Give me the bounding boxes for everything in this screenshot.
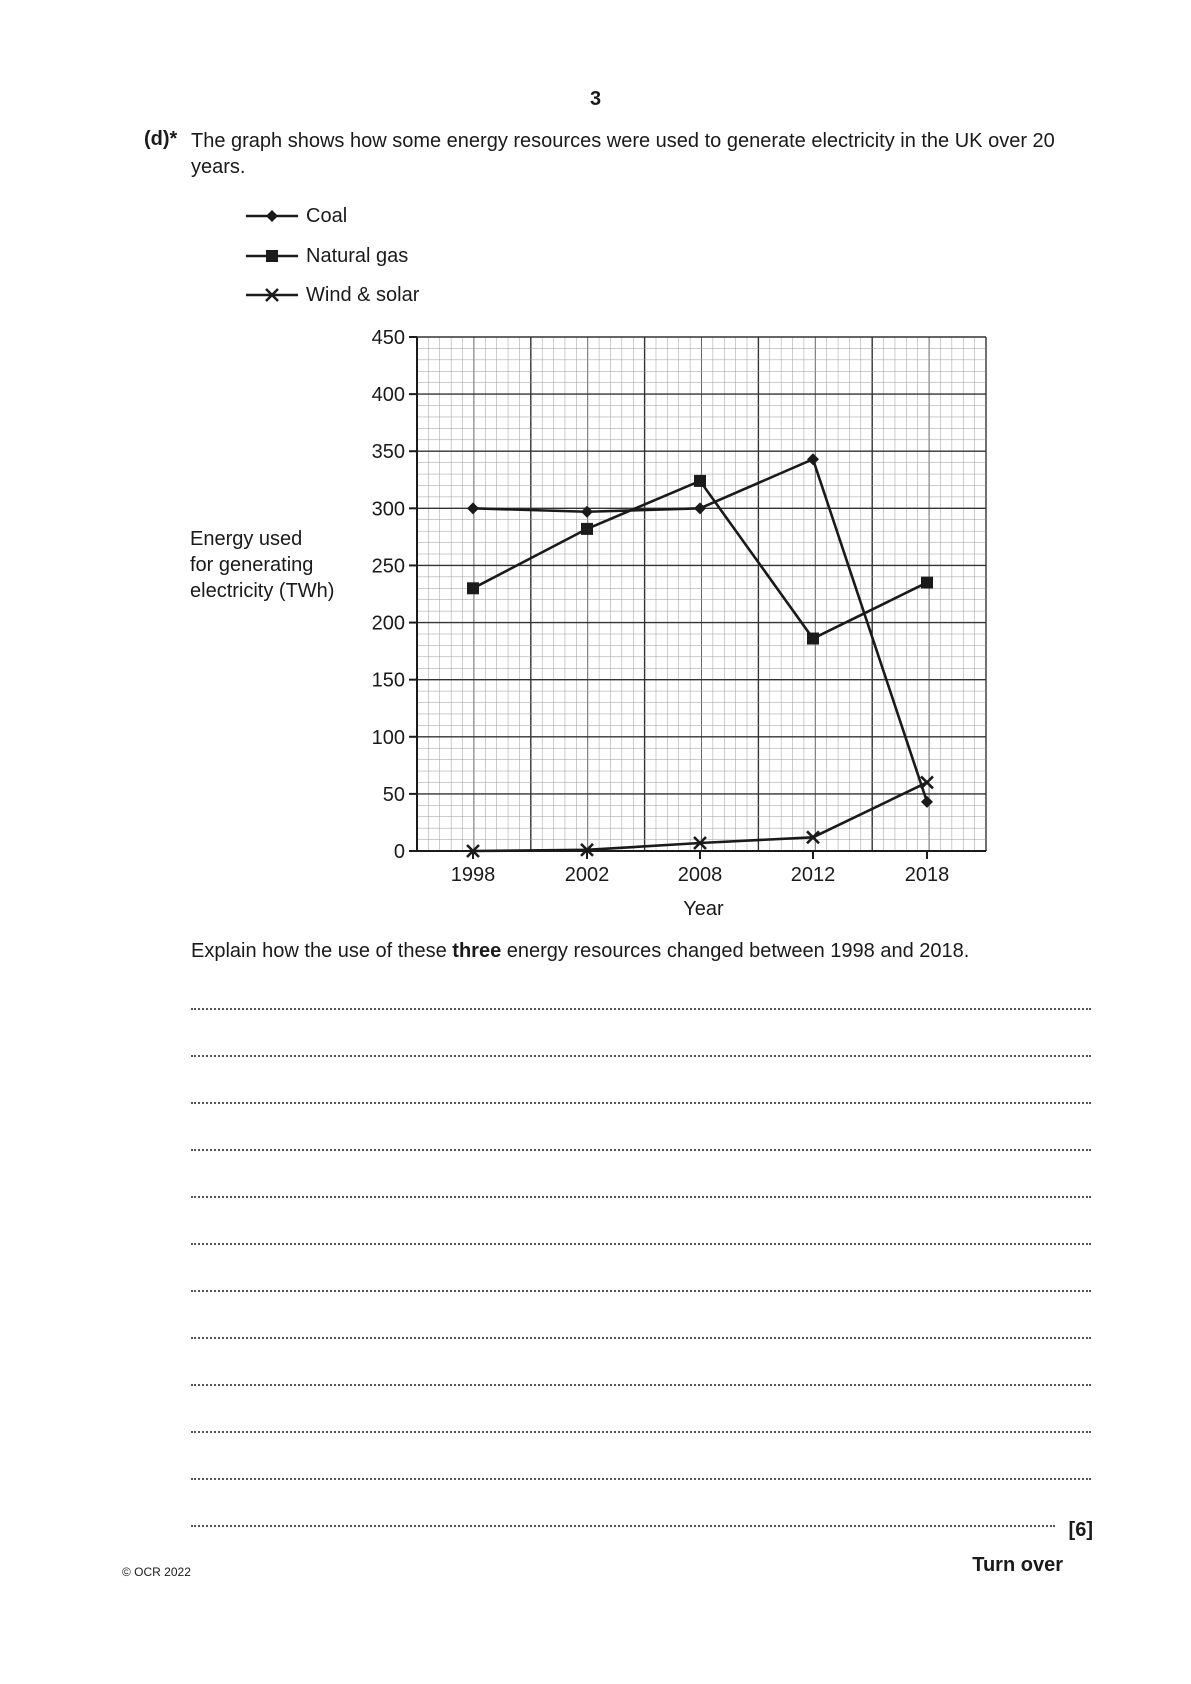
answer-line[interactable]: [191, 1337, 1091, 1339]
y-tick-label: 300: [371, 498, 405, 521]
answer-line[interactable]: [191, 1384, 1091, 1386]
point-natural-gas: [694, 475, 706, 487]
y-axis-label-line: Energy used: [190, 528, 303, 550]
answer-line[interactable]: [191, 1243, 1091, 1245]
y-tick-label: 100: [371, 726, 405, 749]
instruction-text-end: energy resources changed between 1998 and 2018.: [501, 940, 970, 962]
point-natural-gas: [921, 577, 933, 589]
turn-over-label: Turn over: [972, 1554, 1063, 1576]
x-tick-label: 2012: [790, 864, 836, 886]
point-coal: [467, 502, 479, 514]
y-tick-label: 250: [371, 555, 405, 578]
answer-line[interactable]: [191, 1055, 1091, 1057]
answer-line[interactable]: [191, 1525, 1055, 1527]
y-tick-label: 0: [393, 841, 405, 863]
legend-label: Wind & solar: [306, 283, 420, 306]
y-tick-label: 400: [371, 384, 405, 407]
legend-label: Coal: [306, 204, 348, 227]
question-label: (d)*: [144, 128, 178, 150]
answer-line[interactable]: [191, 1290, 1091, 1292]
point-natural-gas: [581, 523, 593, 535]
chart-grid: [417, 337, 986, 851]
answer-line[interactable]: [191, 1196, 1091, 1198]
copyright-notice: © OCR 2022: [122, 1565, 191, 1579]
answer-line[interactable]: [191, 1431, 1091, 1433]
answer-line[interactable]: [191, 1478, 1091, 1480]
answer-line[interactable]: [191, 1149, 1091, 1151]
x-tick-label: 2018: [904, 864, 950, 886]
x-tick-label: 2002: [564, 864, 610, 886]
instruction-text: [191, 940, 1091, 963]
point-coal: [921, 796, 933, 808]
instruction-text-start: Explain how the use of these: [191, 940, 453, 962]
y-axis-label-line: electricity (TWh): [190, 580, 335, 602]
answer-line[interactable]: [191, 1008, 1091, 1010]
x-tick-label: 2008: [677, 864, 723, 886]
y-tick-label: 50: [382, 783, 405, 806]
y-axis-label-line: for generating: [190, 554, 314, 576]
point-coal: [581, 506, 593, 518]
point-coal: [807, 453, 819, 465]
point-natural-gas: [467, 582, 479, 594]
x-axis-label: Year: [683, 898, 724, 920]
y-tick-label: 150: [371, 669, 405, 692]
y-tick-label: 200: [371, 612, 405, 635]
answer-line[interactable]: [191, 1102, 1091, 1104]
point-natural-gas: [807, 633, 819, 645]
instruction-emphasis: three: [452, 940, 502, 962]
question-text: The graph shows how some energy resources were used to generate electricity in the UK over 20 years.: [191, 130, 1055, 178]
legend-label: Natural gas: [306, 244, 409, 267]
point-coal: [694, 502, 706, 514]
y-tick-label: 350: [371, 441, 405, 464]
x-tick-label: 1998: [450, 864, 496, 886]
marks-label: [6]: [1068, 1519, 1093, 1541]
page-number: 3: [589, 88, 602, 110]
y-tick-label: 450: [371, 327, 405, 349]
